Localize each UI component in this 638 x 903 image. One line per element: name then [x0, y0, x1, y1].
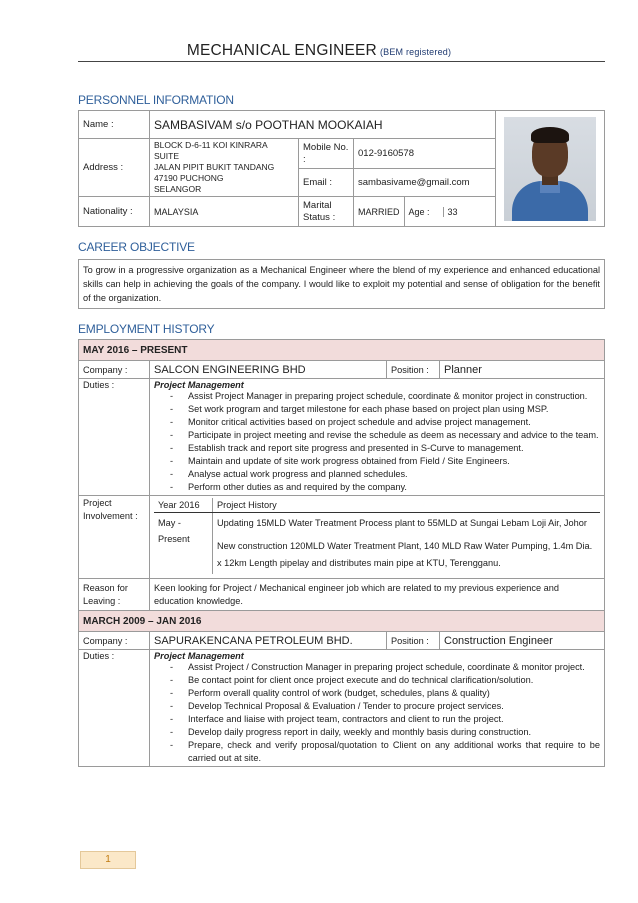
list-item: - Prepare, check and verify proposal/quotation to Client on any additional works that require to be carried out at site. [188, 739, 600, 765]
age-value: 33 [447, 206, 458, 217]
company-value: SALCON ENGINEERING BHD [150, 361, 387, 379]
list-item: - Set work program and target milestone for each phase based on project plan using MSP. [188, 403, 600, 416]
objective-text: To grow in a progressive organization as a Mechanical Engineer where the blend of my experience and enhanced educational skills can help in achieving the goals of the company. I would like to exploit my potential and sense of obligation for the benefit of the organization. [78, 259, 605, 309]
company-label: Company : [79, 632, 150, 650]
photo-cell [496, 111, 605, 227]
mobile-label: Mobile No. : [299, 139, 354, 169]
marital-label: Marital Status : [299, 197, 354, 227]
reason-label: Reason for Leaving : [79, 579, 150, 611]
mobile-value: 012-9160578 [354, 139, 496, 169]
nationality-label: Nationality : [79, 197, 150, 227]
project-year: May - Present [154, 513, 213, 575]
list-item: - Interface and liaise with project team, contractors and client to run the project. [188, 713, 600, 726]
list-item: - Establish track and report site progress and presented in S-Curve to management. [188, 442, 600, 455]
title-divider [78, 61, 605, 62]
project-involvement-cell [150, 496, 605, 579]
year-header: Year 2016 [154, 498, 213, 513]
list-item: - Maintain and update of site work progress obtained from Field / Site Engineers. [188, 455, 600, 468]
position-label: Position : [387, 632, 440, 650]
company-label: Company : [79, 361, 150, 379]
position-value: Planner [440, 361, 605, 379]
list-item: - Be contact point for client once project execute and do technical clarification/solution. [188, 674, 600, 687]
list-item: - Perform other duties as and required by the company. [188, 481, 600, 494]
position-value: Construction Engineer [440, 632, 605, 650]
list-item: - Monitor critical activities based on project schedule and advise project management. [188, 416, 600, 429]
duties-heading: Project Management [154, 380, 244, 390]
age-label: Age : [405, 207, 444, 217]
marital-value: MARRIED [354, 197, 405, 227]
section-objective: CAREER OBJECTIVE [78, 240, 195, 254]
company-value: SAPURAKENCANA PETROLEUM BHD. [150, 632, 387, 650]
project-involvement-label: Project Involvement : [79, 496, 150, 579]
address-label: Address : [79, 139, 150, 197]
profile-photo [504, 117, 596, 221]
title-main: MECHANICAL ENGINEER [186, 42, 377, 59]
list-item: - Perform overall quality control of work (budget, schedules, plans & quality) [188, 687, 600, 700]
section-employment: EMPLOYMENT HISTORY [78, 322, 215, 336]
title-sub: (BEM registered) [379, 47, 452, 57]
job-table-1 [78, 339, 605, 767]
list-item: - Analyse actual work progress and planned schedules. [188, 468, 600, 481]
personal-info-table [78, 110, 605, 227]
duties-heading: Project Management [154, 651, 244, 661]
project-line: Updating 15MLD Water Treatment Process plant to 55MLD at Sungai Lebam Loji Air, Johor [217, 518, 587, 528]
job-period: MARCH 2009 – JAN 2016 [79, 611, 605, 632]
name-label: Name : [79, 111, 150, 139]
duties-label: Duties : [79, 650, 150, 767]
name-value: SAMBASIVAM s/o POOTHAN MOOKAIAH [150, 111, 496, 139]
project-history-table [154, 498, 600, 574]
list-item: - Assist Project Manager in preparing project schedule, coordinate & monitor project in construction. [188, 390, 600, 403]
duties-cell [150, 650, 605, 767]
list-item: - Develop daily progress report in daily, weekly and monthly basis during construction. [188, 726, 600, 739]
duties-label: Duties : [79, 379, 150, 496]
duties-list [154, 661, 600, 765]
project-history-header: Project History [213, 498, 601, 513]
nationality-value: MALAYSIA [150, 197, 299, 227]
age-cell [404, 197, 495, 227]
position-label: Position : [387, 361, 440, 379]
section-personal: PERSONNEL INFORMATION [78, 93, 234, 107]
duties-cell [150, 379, 605, 496]
duties-list [154, 390, 600, 494]
project-details [213, 513, 601, 575]
list-item: - Participate in project meeting and revise the schedule as deem as necessary and advice to the team. [188, 429, 600, 442]
list-item: - Develop Technical Proposal & Evaluation / Tender to procure project services. [188, 700, 600, 713]
list-item: - Assist Project / Construction Manager in preparing project schedule, coordinate & monitor project. [188, 661, 600, 674]
email-value: sambasivame@gmail.com [354, 169, 496, 197]
page-title [0, 42, 638, 60]
project-line: New construction 120MLD Water Treatment Plant, 140 MLD Raw Water Pumping, 1.4m Dia. x 12km Length pipelay and distributes main pipe at KTU, Terengganu. [217, 541, 593, 568]
email-label: Email : [299, 169, 354, 197]
page-number-badge: 1 [80, 851, 136, 869]
job-period: MAY 2016 – PRESENT [79, 340, 605, 361]
address-value: BLOCK D-6-11 KOI KINRARA SUITE JALAN PIPIT BUKIT TANDANG 47190 PUCHONG SELANGOR [150, 139, 299, 197]
reason-value: Keen looking for Project / Mechanical engineer job which are related to my previous experience and education knowledge. [150, 579, 605, 611]
